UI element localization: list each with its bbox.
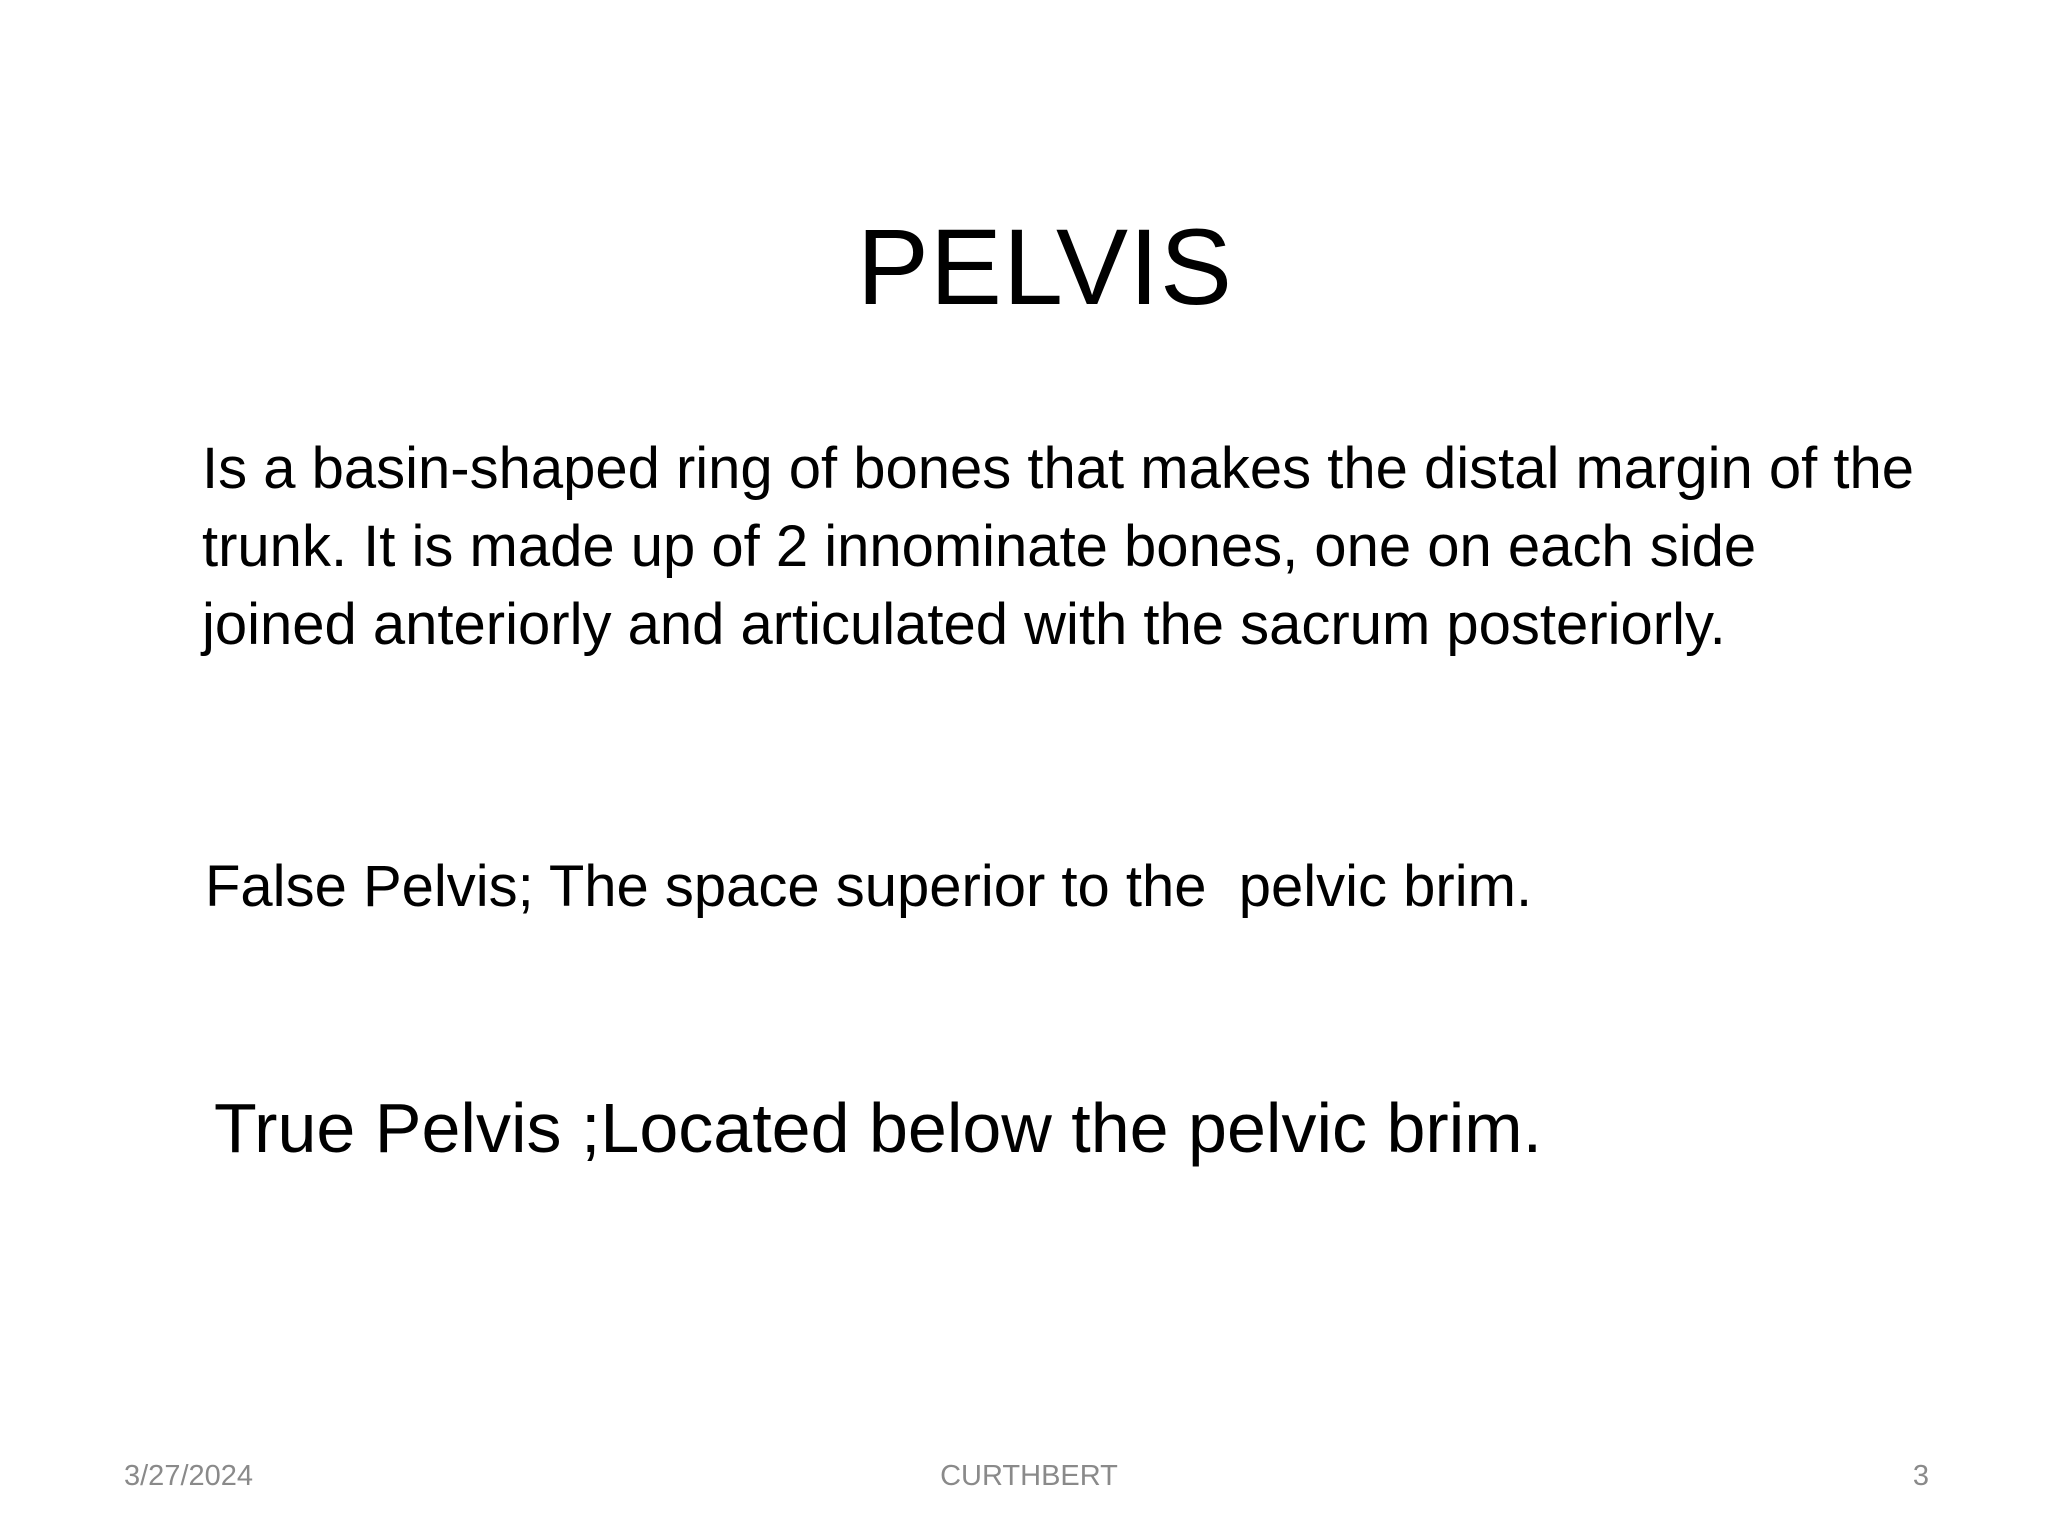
slide-date: 3/27/2024 — [124, 1460, 254, 1492]
slide-title: PELVIS — [856, 206, 1234, 328]
false-pelvis-definition: False Pelvis; The space superior to the pelvic brim. — [205, 854, 1533, 919]
true-pelvis-definition: True Pelvis ;Located below the pelvic brim. — [214, 1089, 1543, 1167]
slide-page-number: 3 — [1912, 1460, 1929, 1492]
pelvis-description: Is a basin-shaped ring of bones that makes the distal margin of the trunk. It is made up of 2 innominate bones, one on each side joined anteriorly and articulated with the sacrum posteriorly. — [202, 436, 1914, 657]
slide-author: CURTHBERT — [940, 1460, 1118, 1492]
